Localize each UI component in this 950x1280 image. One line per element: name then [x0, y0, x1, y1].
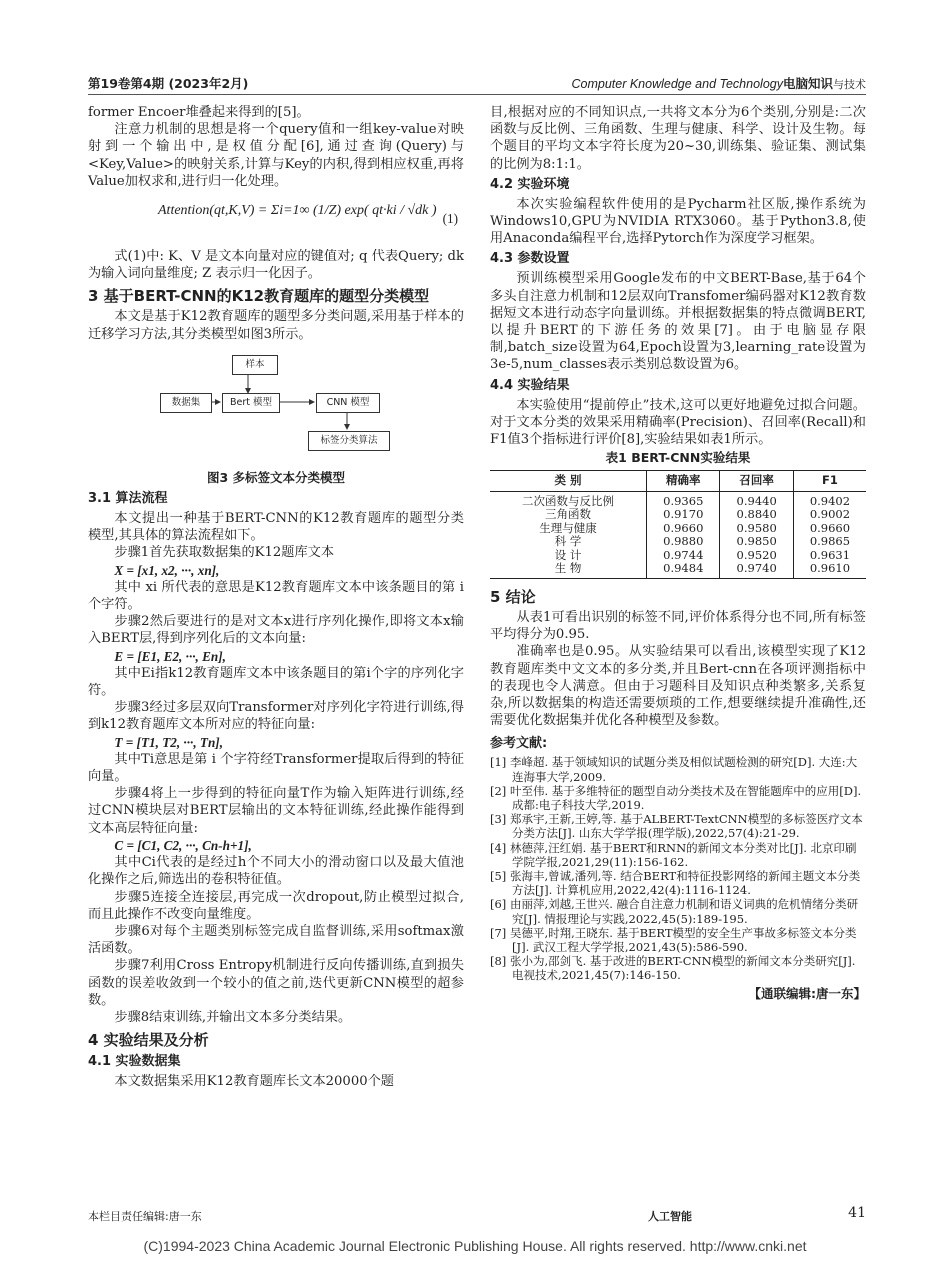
- reference-item: [3] 郑承宇,王新,王婷,等. 基于ALBERT-TextCNN模型的多标签医疗文本分类方法[J]. 山东大学学报(理学版),2022,57(4):21-29.: [490, 812, 863, 841]
- paragraph: 本实验使用“提前停止”技术,这可以更好地避免过拟合问题。对于文本分类的效果采用精确率(Precision)、召回率(Recall)和F1值3个指标进行评价[8],实验结果如表1所示。: [490, 397, 866, 448]
- step: 步骤7利用Cross Entropy机制进行反向传播训练,直到损失函数的误差收敛到一个较小的值之前,迭代更新CNN模型的超参数。: [88, 958, 464, 1008]
- reference-item: [7] 吴德平,时翔,王晓东. 基于BERT模型的安全生产事故多标签文本分类[J]. 武汉工程大学学报,2021,43(5):586-590.: [490, 925, 857, 955]
- math-line: C = [C1, C2, ···, Cn-h+1],: [114, 837, 252, 853]
- reference-item: [1] 李峰超. 基于领域知识的试题分类及相似试题检测的研究[D]. 大连:大连海事大学,2009.: [490, 755, 858, 784]
- node-bert: Bert 模型: [222, 393, 280, 413]
- step: 步骤5连接全连接层,再完成一次dropout,防止模型过拟合,而且此操作不改变向量维度。: [88, 889, 464, 922]
- paragraph: 本文是基于K12教育题库的题型多分类问题,采用基于样本的迁移学习方法,其分类模型如图3所示。: [88, 309, 464, 342]
- cell-precision: 0.9365: [647, 491, 720, 508]
- node-sample: 样本: [232, 355, 278, 375]
- references-list: [490, 755, 866, 982]
- cell-category: 二次函数与反比例: [522, 493, 615, 508]
- cell-category: 三角函数: [545, 507, 592, 522]
- reference-item: [2] 叶至伟. 基于多维特征的题型自动分类技术及在智能题库中的应用[D]. 成都:电子科技大学,2019.: [490, 783, 862, 812]
- page-number: 41: [848, 1205, 866, 1221]
- math-line: T = [T1, T2, ···, Tn],: [114, 734, 223, 750]
- cell-recall: 0.9740: [720, 562, 793, 578]
- equation-formula: Attention(qt,K,V) = Σi=1∞ (1/Z) exp( qt·ki / √dk ): [158, 203, 437, 219]
- issue-label: 第19卷第4期 (2023年2月): [88, 76, 249, 91]
- table-caption: 表1 BERT-CNN实验结果: [605, 450, 751, 466]
- paragraph: 式(1)中: K、V 是文本向量对应的键值对; q 代表Query; dk 为输入词向量维度; Z 表示归一化因子。: [88, 249, 464, 282]
- paragraph: 从表1可看出识别的标签不同,评价体系得分也不同,所有标签平均得分为0.95.: [490, 609, 866, 643]
- paragraph: former Encoer堆叠起来得到的[5]。: [88, 105, 310, 120]
- results-table: [490, 470, 866, 579]
- copyright-line: (C)1994-2023 China Academic Journal Electronic Publishing House. All rights reserved. http://www.cnki.net: [143, 1238, 807, 1254]
- paragraph: 注意力机制的思想是将一个query值和一组key-value对映射到一个输出中,是权值分配[6],通过查询(Query)与<Key,Value>的映射关系,计算与Key的内积,得到相应权重,再将Value加权求和,进行归一化处理。: [88, 122, 464, 189]
- step: 步骤1首先获取数据集的K12题库文本: [114, 545, 335, 561]
- table-header-row: [490, 471, 866, 492]
- figure-3: [88, 349, 464, 467]
- cell-precision: 0.9744: [647, 549, 720, 563]
- figure-caption: 图3 多标签文本分类模型: [206, 469, 346, 485]
- cell-category: 科 学: [554, 534, 582, 549]
- cell-recall: 0.9520: [720, 549, 793, 563]
- table-row: [490, 508, 866, 522]
- cell-f1: 0.9610: [793, 562, 866, 578]
- header-recall: 召回率: [720, 471, 793, 492]
- equation-1: [88, 192, 464, 246]
- section-heading: 4 实验结果及分析: [88, 1031, 209, 1050]
- paragraph: 其中Ei指k12教育题库文本中该条题目的第i个字的序列化字符。: [88, 665, 464, 699]
- section-heading: 5 结论: [490, 587, 536, 606]
- paragraph: 本文提出一种基于BERT-CNN的K12教育题库的题型分类模型,其具体的算法流程如下。: [88, 511, 464, 544]
- cell-f1: 0.9002: [793, 508, 866, 522]
- cell-precision: 0.9484: [647, 562, 720, 578]
- subsection-heading: 4.1 实验数据集: [88, 1054, 181, 1070]
- cell-category: 设 计: [554, 547, 582, 562]
- math-line: X = [x1, x2, ···, xn],: [114, 562, 220, 578]
- step: 步骤8结束训练,并输出文本多分类结果。: [114, 1009, 352, 1025]
- paragraph: 目,根据对应的不同知识点,一共将文本分为6个类别,分别是:二次函数与反比例、三角函数、生理与健康、科学、设计及生物。每个题目的平均文本字符长度为20~30,训练集、验证集、测试集的比例为8:1:1。: [490, 105, 866, 172]
- header-f1: F1: [793, 471, 866, 492]
- cell-precision: 0.9660: [647, 522, 720, 536]
- paragraph: 本次实验编程软件使用的是Pycharm社区版,操作系统为Windows10,GPU为NVIDIA RTX3060。基于Python3.8,使用Anaconda编程平台,选择Pytorch作为深度学习框架。: [490, 196, 866, 247]
- journal-title: Computer Knowledge and Technology电脑知识与技术: [571, 76, 866, 91]
- node-cnn: CNN 模型: [316, 393, 380, 413]
- cell-recall: 0.8840: [720, 508, 793, 522]
- right-column: [490, 104, 866, 1002]
- reference-item: [4] 林德萍,汪红娟. 基于BERT和RNN的新闻文本分类对比[J]. 北京印刷学院学报,2021,29(11):156-162.: [490, 840, 857, 869]
- cell-precision: 0.9880: [647, 535, 720, 549]
- node-dataset: 数据集: [160, 393, 212, 413]
- paragraph: 准确率也是0.95。从实验结果可以看出,该模型实现了K12教育题库类中文文本的多分类,并且Bert-cnn在各项评测指标中的表现也令人满意。但由于习题科目及知识点种类繁多,关系复杂,所以数据集的构造还需要烦琐的工作,想要继续提升准确性,还需要优化数据集并优化各种模型及参数。: [490, 644, 866, 729]
- page-header: [88, 74, 866, 95]
- math-line: E = [E1, E2, ···, En],: [114, 648, 226, 664]
- footer-section: 人工智能: [648, 1210, 692, 1223]
- reference-item: [5] 张海丰,曾诚,潘列,等. 结合BERT和特征投影网络的新闻主题文本分类方法[J]. 计算机应用,2022,42(4):1116-1124.: [490, 869, 861, 898]
- paragraph: 其中Ti意思是第 i 个字符经Transformer提取后得到的特征向量。: [88, 751, 464, 785]
- cell-category: 生 物: [490, 562, 647, 578]
- reference-item: [6] 由丽萍,刘越,王世兴. 融合自注意力机制和语义词典的危机情绪分类研究[J]. 情报理论与实践,2022,45(5):189-195.: [490, 897, 859, 926]
- table-row: [490, 522, 866, 536]
- cell-recall: 0.9580: [720, 522, 793, 536]
- cell-f1: 0.9402: [793, 491, 866, 508]
- paragraph: 其中 xi 所代表的意思是K12教育题库文本中该条题目的第 i 个字符。: [88, 579, 464, 613]
- equation-number: (1): [442, 211, 458, 227]
- paragraph: 其中Ci代表的是经过h个不同大小的滑动窗口以及最大值池化操作之后,筛选出的卷积特征值。: [88, 855, 464, 888]
- subsection-heading: 4.4 实验结果: [490, 377, 570, 393]
- subsection-heading: 4.2 实验环境: [490, 176, 570, 192]
- subsection-heading: 4.3 参数设置: [490, 251, 570, 267]
- table-row: [490, 562, 866, 578]
- cell-precision: 0.9170: [647, 508, 720, 522]
- cell-recall: 0.9850: [720, 535, 793, 549]
- cell-recall: 0.9440: [720, 491, 793, 508]
- subsection-heading: 3.1 算法流程: [88, 491, 168, 507]
- footer-editor: 本栏目责任编辑:唐一东: [88, 1210, 202, 1223]
- left-column: [88, 104, 464, 1090]
- node-classifier: 标签分类算法: [308, 431, 390, 451]
- cell-f1: 0.9631: [793, 549, 866, 563]
- step: 步骤6对每个主题类别标签完成自监督训练,采用softmax激活函数。: [88, 923, 464, 957]
- cell-f1: 0.9660: [793, 522, 866, 536]
- step: 步骤4将上一步得到的特征向量T作为输入矩阵进行训练,经过CNN模块层对BERT层输出的文本特征训练,经此操作能得到文本高层特征向量:: [88, 786, 464, 836]
- editor-note: 【通联编辑:唐一东】: [748, 985, 866, 1001]
- table-row: [490, 535, 866, 549]
- references-title: 参考文献:: [490, 736, 548, 752]
- cell-f1: 0.9865: [793, 535, 866, 549]
- header-category: 类 别: [490, 471, 647, 492]
- table-row: [490, 491, 866, 508]
- reference-item: [8] 张小为,邵剑飞. 基于改进的BERT-CNN模型的新闻文本分类研究[J]. 电视技术,2021,45(7):146-150.: [490, 954, 856, 983]
- table-row: [490, 549, 866, 563]
- paragraph: 预训练模型采用Google发布的中文BERT-Base,基于64个多头自注意力机制和12层双向Transfomer编码器对K12教育数据短文本进行动态字向量训练。并根据数据集的特点微调BERT,以提升BERT的下游任务的效果[7]。由于电脑显存限制,batch_size设置为64,Epoch设置为3,learning_rate设置为3e-5,num_classes表示类别总数设置为6。: [490, 271, 866, 373]
- cell-category: 生理与健康: [539, 520, 597, 535]
- step: 步骤3经过多层双向Transformer对序列化字符进行训练,得到k12教育题库文本所对应的特征向量:: [88, 700, 464, 733]
- step: 步骤2然后要进行的是对文本x进行序列化操作,即将文本x输入BERT层,得到序列化后的文本向量:: [88, 614, 464, 647]
- section-heading: 3 基于BERT-CNN的K12教育题库的题型分类模型: [88, 287, 430, 306]
- paragraph: 本文数据集采用K12教育题库长文本20000个题: [114, 1074, 394, 1090]
- header-precision: 精确率: [647, 471, 720, 492]
